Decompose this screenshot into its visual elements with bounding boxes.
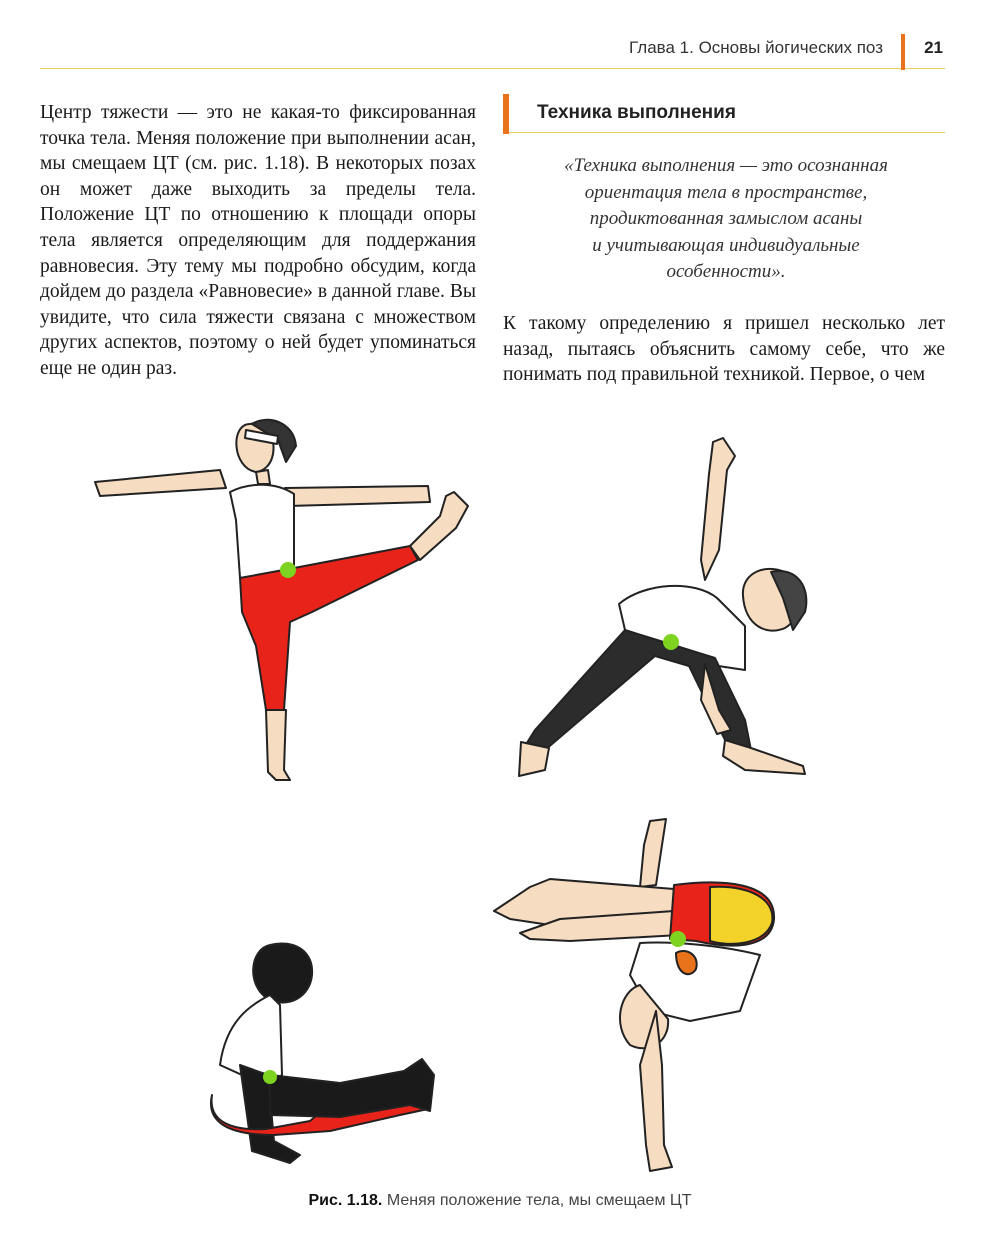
quote-line: особенности». <box>666 261 786 282</box>
pose-illustration-seated-balance <box>190 925 450 1185</box>
left-column <box>40 100 476 382</box>
center-of-gravity-marker <box>280 562 296 578</box>
center-of-gravity-marker <box>663 634 679 650</box>
pose-illustration-triangle <box>505 430 825 790</box>
figure-caption <box>0 1192 1000 1210</box>
section-title: Техника выполнения <box>537 102 736 123</box>
quote-line: продиктованная замыслом асаны <box>589 208 863 229</box>
caption-label: Рис. 1.18. <box>308 1192 383 1209</box>
caption-text: Меняя положение тела, мы смещаем ЦТ <box>386 1192 692 1209</box>
body-paragraph: К такому определению я пришел несколько лет назад, пытаясь объяснить самому себе, что же понимать под правильной техникой. Первое, о чем <box>503 313 945 386</box>
page-number: 21 <box>924 38 943 57</box>
chapter-title: Глава 1. Основы йогических поз <box>629 38 883 57</box>
body-paragraph: Центр тяжести — это не какая-то фиксированная точка тела. Меняя положение при выполнении асан, мы смещаем ЦТ (см. рис. 1.18). В некоторых позах он может даже выходить за пределы тела. Положение ЦТ по отношению к площади опоры тела является определяющим для поддержания равновесия. Эту тему мы подробно обсудим, когда дойдем до раздела «Равновесие» в данной главе. Вы увидите, что сила тяжести связана с множеством других аспектов, поэтому о ней будет упоминаться еще не один раз. <box>40 102 476 379</box>
section-heading <box>503 94 945 133</box>
center-of-gravity-marker <box>670 931 686 947</box>
quote-line: ориентация тела в пространстве, <box>584 181 868 203</box>
pose-illustration-arm-balance <box>490 815 790 1185</box>
right-column <box>503 311 945 388</box>
definition-quote <box>520 153 932 286</box>
running-header <box>40 30 945 69</box>
center-of-gravity-marker <box>263 1070 277 1084</box>
quote-line: «Техника выполнения — это осознанная <box>564 155 888 176</box>
pose-illustration-standing <box>80 410 480 790</box>
section-accent-bar <box>503 94 509 134</box>
quote-line: и учитывающая индивидуальные <box>592 234 860 256</box>
header-accent-bar <box>901 34 905 70</box>
